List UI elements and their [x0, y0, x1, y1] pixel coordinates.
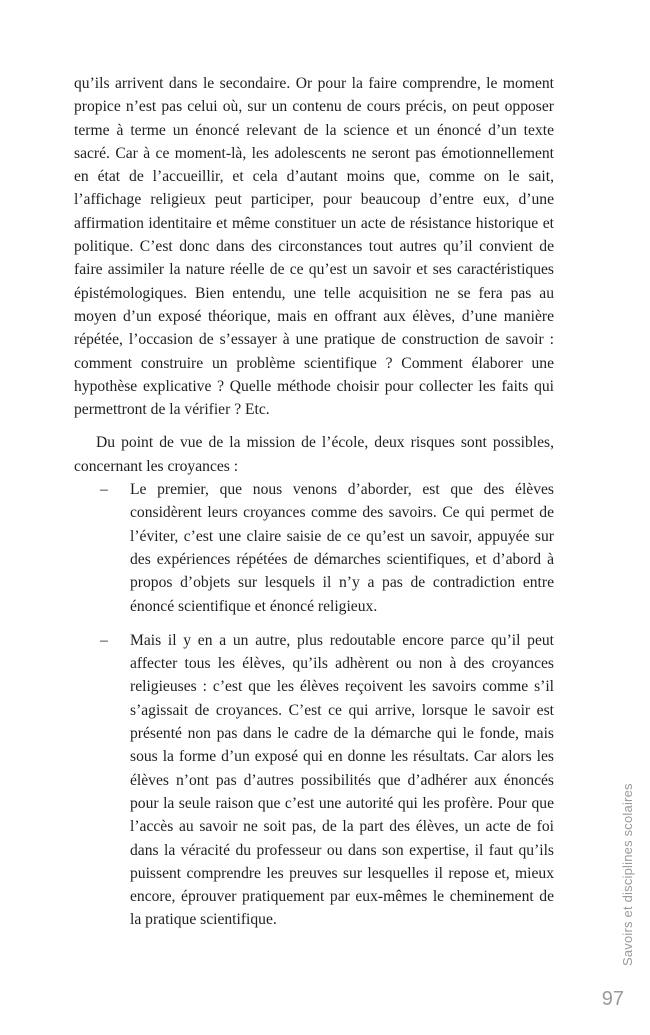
paragraph: qu’ils arrivent dans le secondaire. Or pour la faire comprendre, le moment propice n’est pas celui où, sur un contenu de cours précis, on peut opposer terme à terme un énoncé relevant de la science et un énoncé d’un texte sacré. Car à ce moment-là, les adolescents ne seront pas émotionnellement en état de l’accueillir, et cela d’autant moins que, comme on le sait, l’affichage religieux peut participer, pour beaucoup d’entre eux, d’une affirmation identitaire et même constituer un acte de résistance historique et politique. C’est donc dans des circonstances tout autres qu’il convient de faire assimiler la nature réelle de ce qu’est un savoir et ses caractéristiques épistémologiques. Bien entendu, une telle acquisition ne se fera pas au moyen d’un exposé théorique, mais en offrant aux élèves, d’une manière répétée, l’occasion de s’essayer à une pratique de construction de savoir : comment construire un problème scientifique ? Comment élaborer une hypothèse explicative ? Quelle méthode choisir pour collecter les faits qui permettront de la vérifier ? Etc.	[74, 75, 554, 419]
list-item	[74, 478, 554, 618]
running-head: Savoirs et disciplines scolaires	[620, 783, 635, 966]
dash-bullet: –	[100, 631, 108, 649]
dash-bullet: –	[100, 481, 108, 499]
page-number: 97	[601, 988, 624, 1010]
body-text	[74, 72, 554, 932]
list-item	[74, 629, 554, 932]
list-item-text: Mais il y en a un autre, plus redoutable encore parce qu’il peut affecter tous les élèves, qu’ils adhèrent ou non à des croyances religieuses : c’est que les élèves reçoivent les savoirs comme s’il s’agissait de croyances. C’est ce qui arrive, lorsque le savoir est présenté non pas dans le cadre de la démarche qui le fonde, mais sous la forme d’un exposé qui en donne les résultats. Car alors les élèves n’ont pas d’autres possibilités que d’adhérer aux énoncés pour la seule raison que c’est une autorité qui les profère. Pour que l’accès au savoir ne soit pas, de la part des élèves, un acte de foi dans la véracité du professeur ou dans son expertise, il faut qu’ils puissent comprendre les preuves sur lesquelles il repose et, mieux encore, éprouver pratiquement par eux-mêmes le cheminement de la pratique scientifique.	[130, 631, 554, 929]
list-item-text: Le premier, que nous venons d’aborder, est que des élèves considèrent leurs croyances comme des savoirs. Ce qui permet de l’éviter, c’est une claire saisie de ce qu’est un savoir, appuyée sur des expériences répétées de démarches scientifiques, et d’abord à propos d’objets sur lesquels il n’y a pas de contradiction entre énoncé scientifique et énoncé religieux.	[130, 481, 554, 615]
dash-list	[74, 478, 554, 932]
paragraph: Du point de vue de la mission de l’école, deux risques sont possibles, concernant les croyances :	[74, 434, 554, 475]
